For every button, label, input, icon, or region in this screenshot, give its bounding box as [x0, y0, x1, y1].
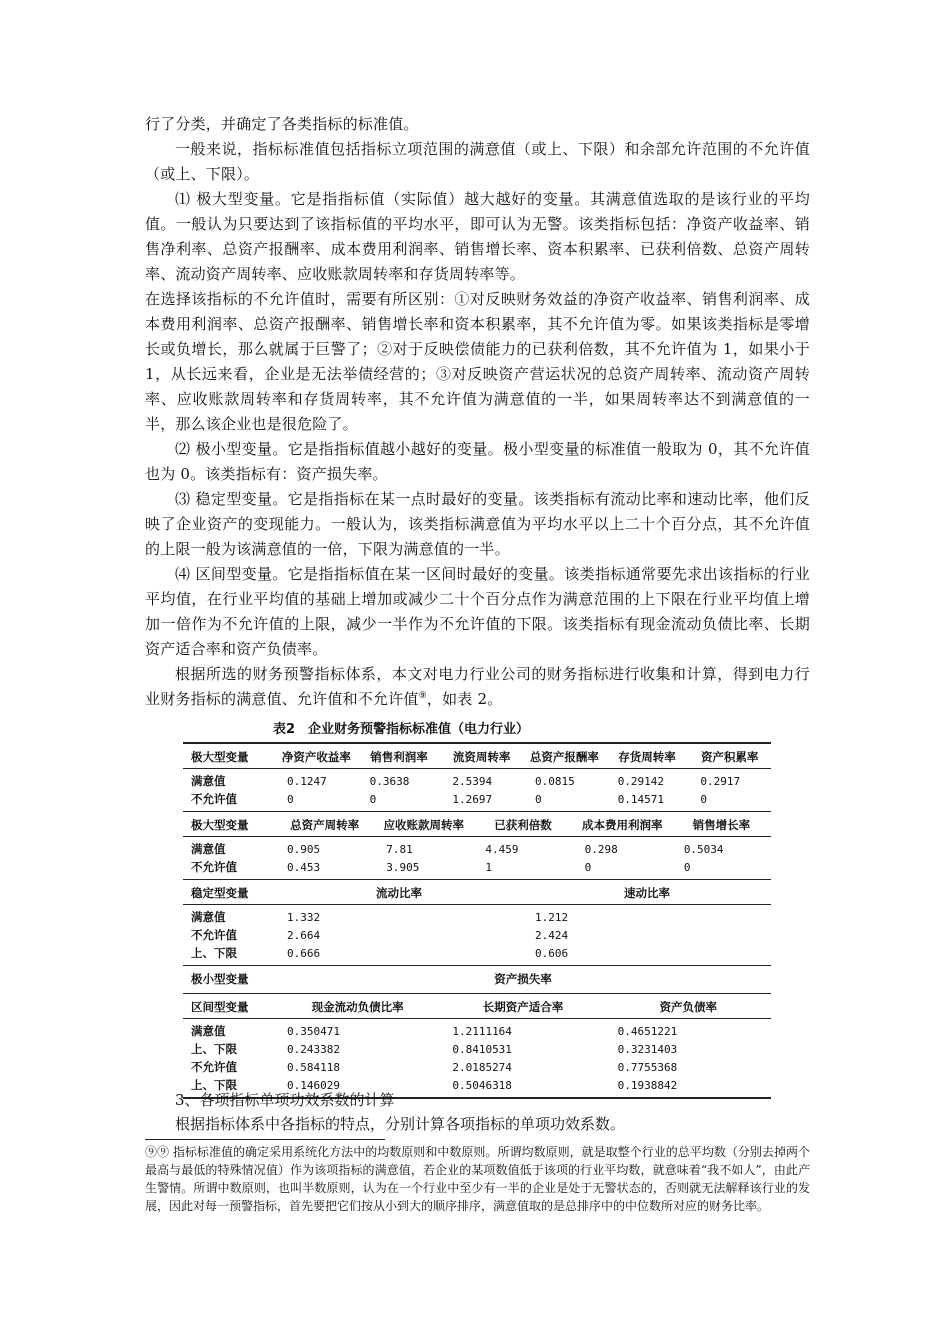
table-cell: 2.0185274	[452, 1060, 512, 1074]
column-header: 存货周转率	[618, 750, 676, 764]
table-cell: 1.212	[535, 910, 569, 924]
table-cell: 1.2111164	[452, 1024, 512, 1038]
row-label: 不允许值	[191, 1060, 237, 1074]
column-header: 资产负债率	[659, 1000, 718, 1014]
column-header: 资产积累率	[700, 750, 759, 764]
table-cell: 0.14571	[617, 792, 665, 806]
table-title: 表2 企业财务预警指标标准值（电力行业）	[273, 722, 530, 737]
paragraph: 在选择该指标的不允许值时，需要有所区别：①对反映财务效益的净资产收益率、销售利润率、成本费用利润率、总资产报酬率、销售增长率和资本积累率，其不允许值为零。如果该类指标是零增长或负增长，那么就属于巨警了；②对于反映偿债能力的已获利倍数，其不允许值为 1，如果小于 1，从长远来看，企业是无法举债经营的；③对反映资产营运状况的总资产周转率、流动资产周转率、应收账款周转率和存货周转率，其不允许值为满意值的一半，如果周转率达不到满意值的一半，那么该企业也是很危险了。	[145, 290, 810, 433]
table-cell: 0.3231403	[617, 1042, 678, 1056]
table-cell: 0.1938842	[617, 1078, 678, 1092]
column-header: 总资产报酬率	[529, 750, 599, 764]
table-cell: 3.905	[386, 860, 420, 874]
table-cell: 4.459	[485, 842, 519, 856]
section-max-1	[183, 744, 771, 812]
table-cell: 0.243382	[287, 1042, 340, 1056]
table-cell: 0.584118	[287, 1060, 340, 1074]
table-cell: 1.2697	[452, 792, 493, 806]
paragraph: 一般来说，指标标准值包括指标立项范围的满意值（或上、下限）和余部允许范围的不允许值（或上、下限）。	[145, 140, 810, 183]
column-header: 净资产收益率	[281, 750, 351, 764]
row-label: 满意值	[191, 774, 226, 788]
table-cell: 0	[683, 860, 691, 874]
paragraph: 根据指标体系中各指标的特点，分别计算各项指标的单项功效系数。	[175, 1115, 626, 1133]
table-cell: 7.81	[386, 842, 413, 856]
footnote-ref[interactable]: ⑨	[418, 691, 427, 701]
table-cell: 0.1247	[287, 774, 327, 788]
table-cell: 0.3638	[369, 774, 410, 788]
table-cell: 0.146029	[287, 1078, 340, 1092]
table-cell: 2.424	[535, 928, 569, 942]
paragraph: ⑷ 区间型变量。它是指指标值在某一区间时最好的变量。该类指标通常要先求出该指标的行业平均值，在行业平均值的基础上增加或减少二十个百分点作为满意范围的上下限在行业平均值上增加一倍作为不允许值的上限，减少一半作为不允许值的下限。该类指标有现金流动负债比率、长期资产适合率和资产负债率。	[145, 565, 810, 658]
para-text: ，如表 2。	[426, 690, 503, 708]
table-cell: 0.5034	[683, 842, 724, 856]
paragraph	[145, 662, 810, 712]
table-body	[183, 742, 771, 1099]
column-header: 已获利倍数	[494, 818, 552, 832]
row-label: 不允许值	[191, 928, 237, 942]
table-header-row	[183, 882, 771, 905]
table-row	[183, 1022, 771, 1040]
column-header: 销售增长率	[692, 818, 751, 832]
table-cell: 0.29142	[617, 774, 665, 788]
table-cell: 0	[369, 792, 377, 806]
body-text	[145, 112, 810, 712]
paragraph: 行了分类，并确定了各类指标的标准值。	[145, 115, 419, 133]
table-cell: 0	[584, 860, 592, 874]
column-header: 速动比率	[624, 886, 670, 900]
table-header-row	[183, 746, 771, 769]
column-header: 流动比率	[376, 886, 422, 900]
row-label: 不允许值	[191, 860, 237, 874]
table-cell: 0.453	[287, 860, 321, 874]
section-max-2	[183, 812, 771, 880]
section-label: 极小型变量	[191, 972, 249, 986]
table-cell: 0.666	[287, 946, 321, 960]
table-cell: 1	[485, 860, 493, 874]
row-label: 满意值	[191, 910, 226, 924]
table-cell: 2.5394	[452, 774, 493, 788]
table-cell: 0.298	[584, 842, 618, 856]
section-label: 区间型变量	[191, 1000, 249, 1014]
table-row	[183, 944, 771, 962]
table-row	[183, 908, 771, 926]
table-header-row	[183, 996, 771, 1019]
column-header: 流资周转率	[452, 750, 511, 764]
row-label: 上、下限	[191, 1078, 237, 1092]
section-label: 稳定型变量	[191, 886, 249, 900]
row-label: 满意值	[191, 1024, 226, 1038]
footnote-divider	[145, 1139, 385, 1140]
table-cell: 0	[535, 792, 542, 806]
paragraph: ⑵ 极小型变量。它是指指标值越小越好的变量。极小型变量的标准值一般取为 0，其不允许值也为 0。该类指标有：资产损失率。	[145, 440, 810, 483]
table-cell: 1.332	[287, 910, 321, 924]
table-cell: 0.905	[287, 842, 321, 856]
column-header: 应收账款周转率	[383, 818, 465, 832]
table-cell: 0	[700, 792, 707, 806]
para-text: 根据所选的财务预警指标体系，本文对电力行业公司的财务指标进行收集和计算，得到电力行业财务指标的满意值、允许值和不允许值	[145, 665, 810, 708]
section-min	[183, 966, 771, 994]
table-header-row	[183, 814, 771, 837]
footnote: ⑨⑨ 指标标准值的确定采用系统化方法中的均数原则和中数原则。所谓均数原则，就是取整个行业的总平均数（分别去掉两个最高与最低的特殊情况值）作为该项指标的满意值，若企业的某项数值低于该项的行业平均数，就意味着“我不如人”，由此产生警情。所谓中数原则，也叫半数原则，认为在一个行业中至少有一半的企业是处于无警状态的，否则就无法解释该行业的发展，因此对每一预警指标，首先要把它们按从小到大的顺序排序，满意值取的是总排序中的中位数所对应的财务比率。	[145, 1145, 810, 1213]
table-row	[183, 790, 771, 808]
table-row	[183, 772, 771, 790]
column-header: 资产损失率	[494, 972, 552, 986]
section-interval	[183, 994, 771, 1097]
table-row	[183, 1058, 771, 1076]
table-cell: 2.664	[287, 928, 321, 942]
standard-value-table	[183, 718, 771, 1099]
table-cell: 0.606	[535, 946, 569, 960]
table-cell: 0.7755368	[617, 1060, 678, 1074]
table-row	[183, 858, 771, 876]
table-header-row	[183, 968, 771, 990]
table-cell: 0.5046318	[452, 1078, 512, 1092]
table-row	[183, 840, 771, 858]
column-header: 总资产周转率	[290, 818, 360, 832]
column-header: 成本费用利润率	[581, 818, 663, 832]
row-label: 满意值	[191, 842, 226, 856]
row-label: 不允许值	[191, 792, 237, 806]
section-heading: 3、各项指标单项功效系数的计算	[175, 1091, 395, 1109]
paragraph: ⑶ 稳定型变量。它是指指标在某一点时最好的变量。该类指标有流动比率和速动比率，他们反映了企业资产的变现能力。一般认为，该类指标满意值为平均水平以上二十个百分点，其不允许值的上限一般为该满意值的一倍，下限为满意值的一半。	[145, 490, 810, 558]
table-cell: 0	[287, 792, 294, 806]
column-header: 长期资产适合率	[482, 1000, 564, 1014]
paragraph: ⑴ 极大型变量。它是指指标值（实际值）越大越好的变量。其满意值选取的是该行业的平均值。一般认为只要达到了该指标值的平均水平，即可认为无警。该类指标包括：净资产收益率、销售净利率、总资产报酬率、成本费用利润率、销售增长率、资本积累率、已获利倍数、总资产周转率、流动资产周转率、应收账款周转率和存货周转率等。	[145, 190, 810, 283]
section-label: 极大型变量	[191, 750, 249, 764]
row-label: 上、下限	[191, 946, 237, 960]
section-label: 极大型变量	[191, 818, 249, 832]
column-header: 销售利润率	[370, 750, 428, 764]
table-cell: 0.350471	[287, 1024, 340, 1038]
row-label: 上、下限	[191, 1042, 237, 1056]
table-cell: 0.4651221	[617, 1024, 678, 1038]
table-cell: 0.2917	[700, 774, 741, 788]
table-row	[183, 1040, 771, 1058]
column-header: 现金流动负债比率	[311, 1000, 404, 1014]
table-row	[183, 926, 771, 944]
section-stable	[183, 880, 771, 966]
table-cell: 0.8410531	[452, 1042, 512, 1056]
table-cell: 0.0815	[535, 774, 575, 788]
